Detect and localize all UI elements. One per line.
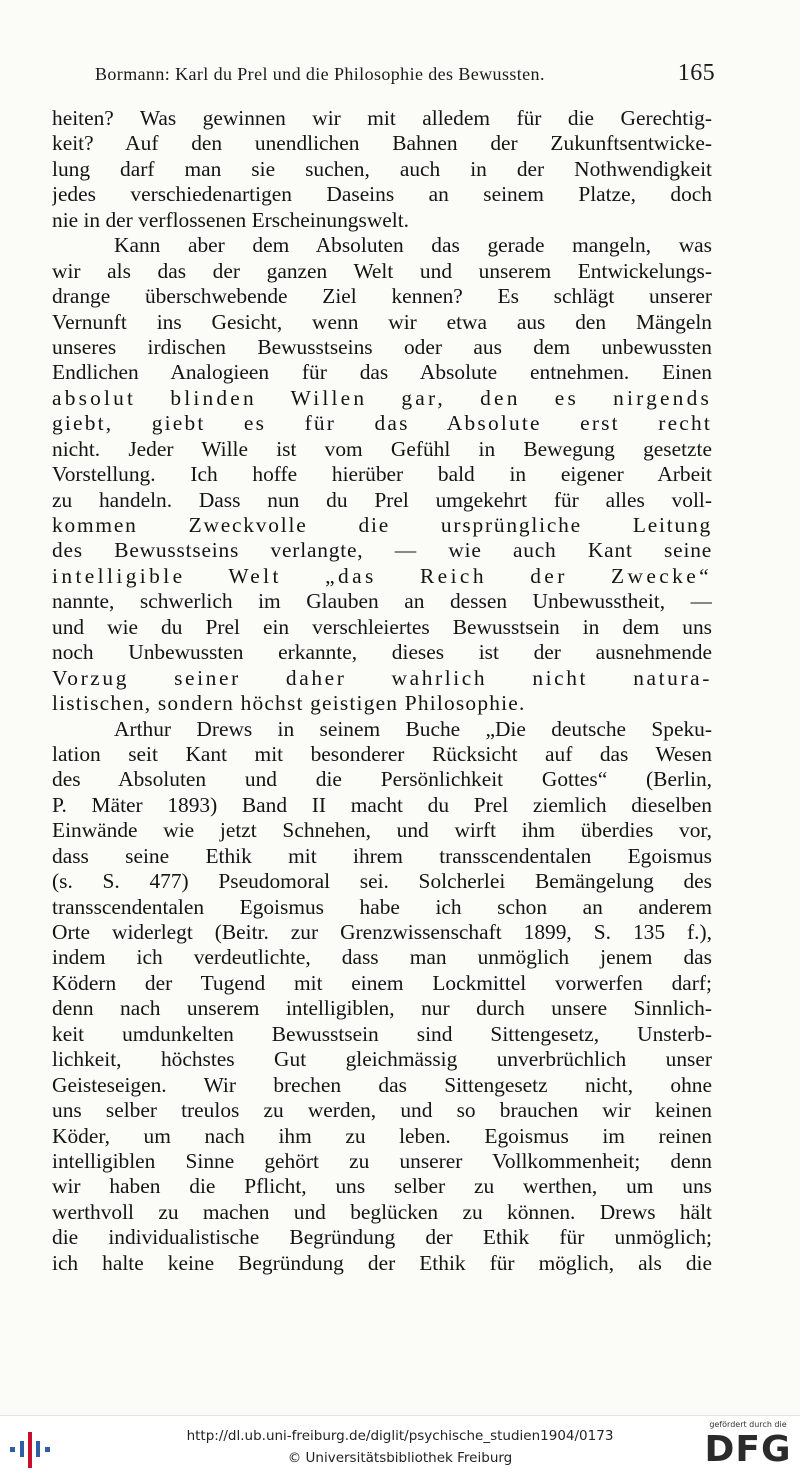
text-line: ich halte keine Begründung der Ethik für möglich, als die <box>52 1250 712 1275</box>
text-line: nie in der verflossenen Erscheinungswelt. <box>52 207 409 232</box>
text-line: zu handeln. Dass nun du Prel umgekehrt für alles voll- <box>52 487 712 512</box>
text-line: drange überschwebende Ziel kennen? Es schlägt unserer <box>52 284 712 309</box>
text-line: nicht. Jeder Wille ist vom Gefühl in Bewegung gesetzte <box>52 436 712 461</box>
text-line: des Bewusstseins verlangte, — wie auch Kant seine <box>52 538 712 563</box>
dfg-caption: gefördert durch die <box>709 1420 787 1429</box>
text-line: unseres irdischen Bewusstseins oder aus dem unbewussten <box>52 334 712 359</box>
text-line: denn nach unserem intelligiblen, nur durch unsere Sinnlich- <box>52 996 712 1021</box>
text-line: kommen Zweckvolle die ursprüngliche Leitung <box>52 513 712 537</box>
text-line: noch Unbewussten erkannte, dieses ist der ausnehmende <box>52 640 712 665</box>
text-line: und wie du Prel ein verschleiertes Bewusstsein in dem uns <box>52 614 712 639</box>
text-line: lichkeit, höchstes Gut gleichmässig unverbrüchlich unser <box>52 1047 712 1072</box>
text-line: wir haben die Pflicht, uns selber zu werthen, um uns <box>52 1174 712 1199</box>
text-line: lung darf man sie suchen, auch in der Nothwendigkeit <box>52 156 712 181</box>
text-line: heiten? Was gewinnen wir mit alledem für die Gerechtig- <box>52 106 712 130</box>
text-line: Geisteseigen. Wir brechen das Sittengesetz nicht, ohne <box>52 1072 712 1097</box>
text-line: werthvoll zu machen und beglücken zu können. Drews hält <box>52 1199 712 1224</box>
footer-permalink[interactable]: http://dl.ub.uni-freiburg.de/diglit/psychische_studien1904/0173 <box>186 1428 614 1444</box>
running-head <box>95 60 715 90</box>
text-line: keit umdunkelten Bewusstsein sind Sittengesetz, Unsterb- <box>52 1021 712 1046</box>
text-line: (s. S. 477) Pseudomoral sei. Solcherlei Bemängelung des <box>52 869 712 894</box>
text-line: Vorzug seiner daher wahrlich nicht natura- <box>52 665 712 690</box>
text-line: Arthur Drews in seinem Buche „Die deutsche Speku- <box>114 716 712 741</box>
text-line: intelligiblen Sinne gehört zu unserer Vollkommenheit; denn <box>52 1148 712 1173</box>
text-line: Vorstellung. Ich hoffe hierüber bald in eigener Arbeit <box>52 462 712 487</box>
text-line: P. Mäter 1893) Band II macht du Prel ziemlich dieselben <box>52 792 712 817</box>
running-title: Bormann: Karl du Prel und die Philosophie des Bewussten. <box>95 64 545 84</box>
text-line: Einwände wie jetzt Schnehen, und wirft ihm überdies vor, <box>52 818 712 843</box>
text-line: die individualistische Begründung der Ethik für unmöglich; <box>52 1225 712 1250</box>
text-line: Ködern der Tugend mit einem Lockmittel vorwerfen darf; <box>52 970 712 995</box>
text-line: Kann aber dem Absoluten das gerade mangeln, was <box>114 233 712 258</box>
page-number: 165 <box>677 60 715 86</box>
text-line: indem ich verdeutlichte, dass man unmöglich jenem das <box>52 945 712 970</box>
text-line: des Absoluten und die Persönlichkeit Gottes“ (Berlin, <box>52 767 712 792</box>
text-line: Orte widerlegt (Beitr. zur Grenzwissenschaft 1899, S. 135 f.), <box>52 920 712 944</box>
text-line: Endlichen Analogieen für das Absolute entnehmen. Einen <box>52 360 712 385</box>
text-line: nannte, schwerlich im Glauben an dessen Unbewusstheit, — <box>52 589 712 614</box>
text-line: wir als das der ganzen Welt und unserem Entwickelungs- <box>52 258 712 283</box>
text-line: giebt, giebt es für das Absolute erst recht <box>52 411 712 436</box>
footer-copyright: © Universitätsbibliothek Freiburg <box>287 1450 513 1466</box>
text-line: jedes verschiedenartigen Daseins an seinem Platze, doch <box>52 182 712 207</box>
dfg-logo: DFG <box>704 1429 792 1470</box>
text-line: Köder, um nach ihm zu leben. Egoismus im reinen <box>52 1123 712 1148</box>
text-line: dass seine Ethik mit ihrem transscendentalen Egoismus <box>52 843 712 868</box>
footer-bar <box>0 1415 800 1473</box>
text-line: lation seit Kant mit besonderer Rücksicht auf das Wesen <box>52 741 712 766</box>
text-line: Vernunft ins Gesicht, wenn wir etwa aus den Mängeln <box>52 309 712 334</box>
text-line: listischen, sondern höchst geistigen Philosophie. <box>52 691 526 716</box>
text-line: uns selber treulos zu werden, und so brauchen wir keinen <box>52 1098 712 1123</box>
body-text <box>52 106 712 1276</box>
text-line: absolut blinden Willen gar, den es nirgends <box>52 385 712 410</box>
text-line: transscendentalen Egoismus habe ich schon an anderem <box>52 894 712 919</box>
text-line: intelligible Welt „das Reich der Zwecke“ <box>52 563 712 588</box>
dfg-funder-block <box>700 1420 796 1472</box>
text-line: keit? Auf den unendlichen Bahnen der Zukunftsentwicke- <box>52 131 712 156</box>
